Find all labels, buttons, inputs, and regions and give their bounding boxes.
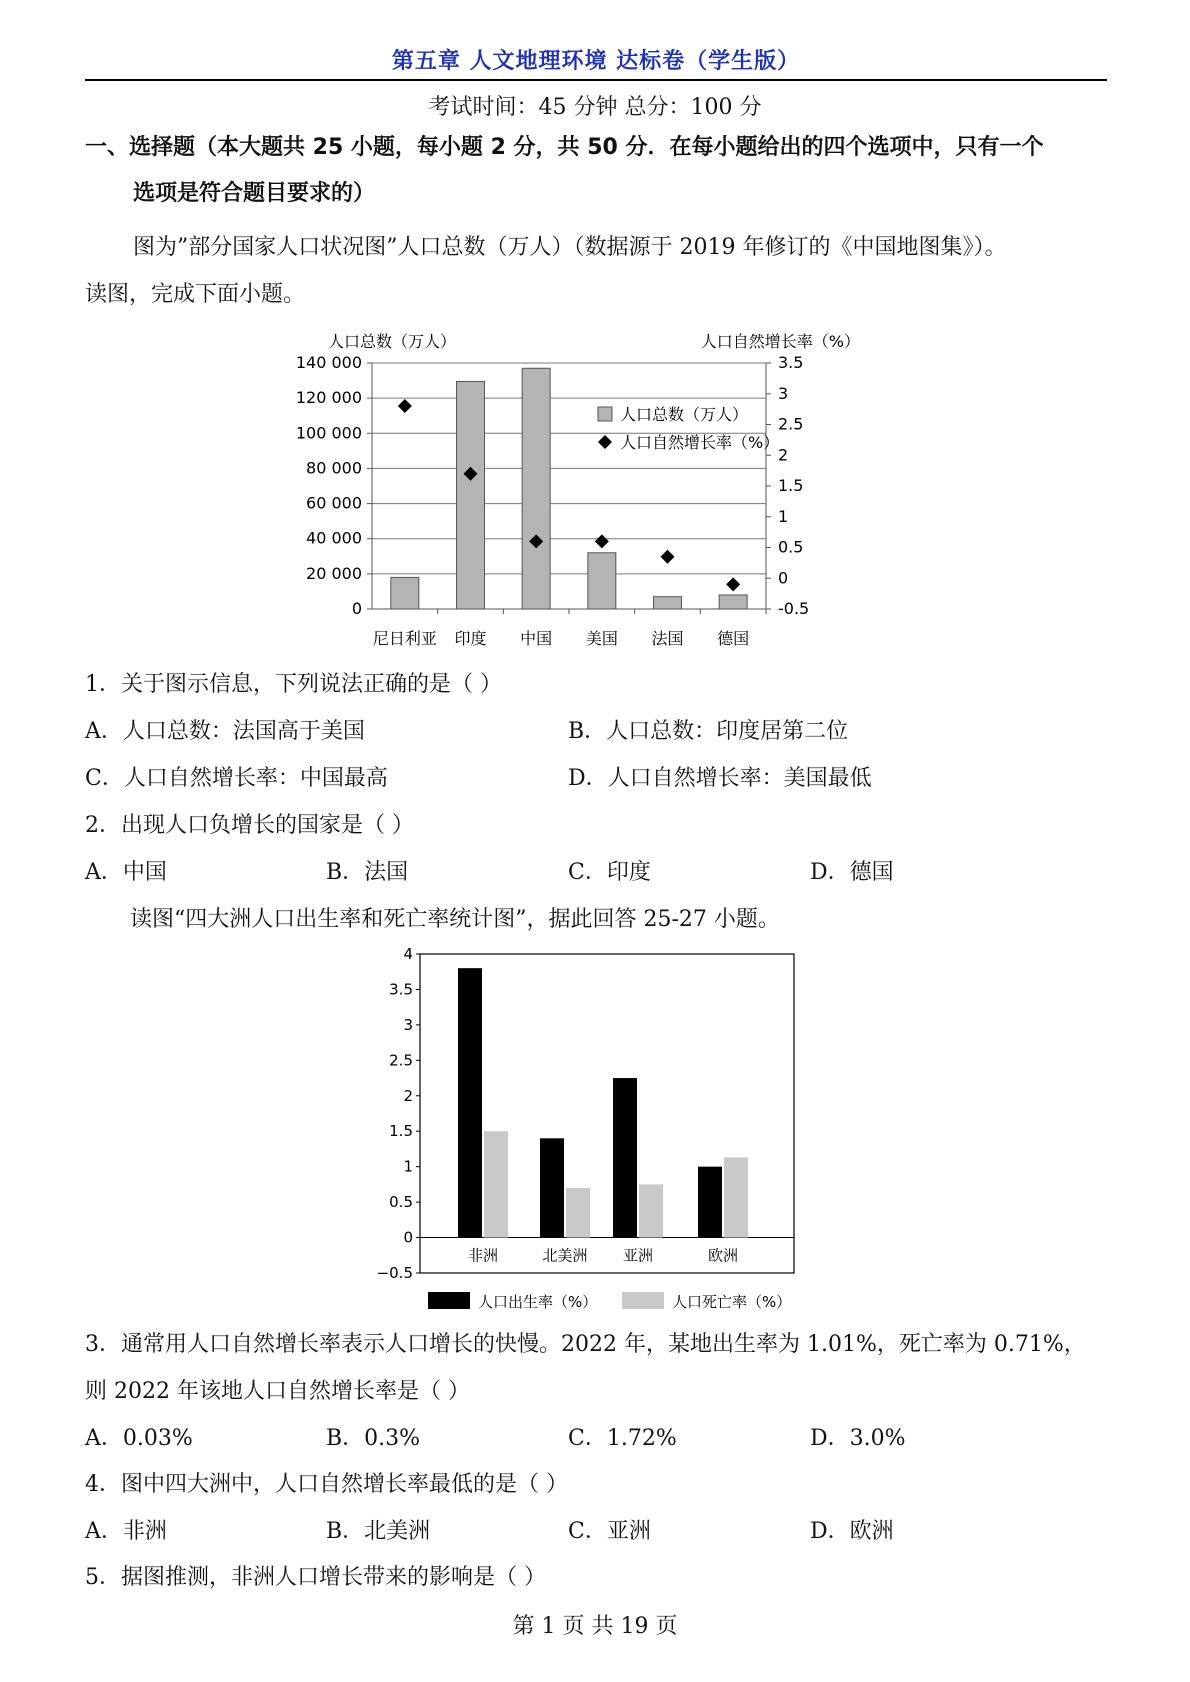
y2-tick-label: 3.5	[778, 353, 804, 372]
y2-tick-label: 0	[778, 568, 789, 588]
exam-info: 考试时间：45 分钟 总分：100 分	[428, 95, 762, 120]
y-tick-label: 120 000	[295, 388, 362, 408]
page-footer: 第 1 页 共 19 页	[512, 1614, 678, 1639]
x-tick-label: 亚洲	[622, 1246, 654, 1265]
q2-option-a[interactable]: A．中国	[85, 860, 167, 885]
bar-death-rate	[724, 1157, 748, 1237]
y-tick-label: 0	[403, 1228, 413, 1247]
intro1-line2: 读图，完成下面小题。	[85, 282, 306, 307]
y-tick-label: 40 000	[306, 528, 362, 548]
q2-option-d[interactable]: D．德国	[810, 860, 894, 885]
q2-option-b[interactable]: B．法国	[326, 860, 409, 885]
legend-label-birth: 人口出生率（%）	[478, 1293, 598, 1311]
point-growth-rate	[726, 577, 740, 591]
x-tick-label: 北美洲	[542, 1246, 588, 1265]
y-tick-label: 0.5	[389, 1193, 413, 1212]
x-tick-label: 印度	[454, 629, 487, 648]
q2-option-c[interactable]: C．印度	[568, 860, 651, 885]
bar-death-rate	[566, 1188, 590, 1238]
bar-death-rate	[484, 1131, 508, 1237]
chart2-legend	[428, 1292, 791, 1311]
q3-option-d[interactable]: D．3.0%	[810, 1426, 906, 1451]
intro1-line1: 图为”部分国家人口状况图”人口总数（万人）（数据源于 2019 年修订的《中国地图集》）。	[133, 235, 1007, 260]
q1-option-b[interactable]: B．人口总数：印度居第二位	[568, 719, 849, 744]
y-axis-label-right: 人口自然增长率（%）	[700, 332, 860, 351]
x-tick-label: 中国	[520, 629, 553, 648]
bar-population	[457, 381, 485, 609]
x-tick-label: 欧洲	[707, 1246, 739, 1265]
y-tick-label: −0.5	[376, 1264, 413, 1282]
q4-option-c[interactable]: C．亚洲	[568, 1519, 651, 1544]
q4-stem: 4．图中四大洲中，人口自然增长率最低的是（ ）	[85, 1472, 568, 1497]
bar-death-rate	[639, 1184, 663, 1237]
x-tick-label: 非洲	[467, 1246, 499, 1265]
q2-stem: 2．出现人口负增长的国家是（ ）	[85, 813, 414, 838]
y-tick-label: 60 000	[306, 493, 362, 513]
legend-label-population: 人口总数（万人）	[620, 405, 749, 424]
continent-birth-death-chart	[376, 945, 810, 1315]
legend-swatch-birth	[428, 1292, 470, 1309]
bar-population	[719, 595, 747, 609]
section-heading-line2: 选项是符合题目要求的）	[133, 181, 376, 206]
y-tick-label: 20 000	[306, 563, 362, 583]
y-tick-label: 1	[403, 1157, 413, 1176]
q3-option-b[interactable]: B．0.3%	[326, 1426, 421, 1451]
bar-population	[391, 577, 419, 609]
y2-tick-label: 2	[778, 445, 789, 465]
bar-birth-rate	[458, 968, 482, 1237]
y-tick-label: 2.5	[389, 1051, 413, 1070]
q1-stem: 1．关于图示信息，下列说法正确的是（ ）	[85, 672, 502, 697]
legend-label-death: 人口死亡率（%）	[672, 1293, 792, 1311]
point-growth-rate	[398, 399, 412, 413]
x-tick-label: 美国	[585, 629, 618, 648]
bar-population	[654, 597, 682, 609]
chart-legend	[598, 405, 779, 452]
y-tick-label: 3.5	[389, 980, 413, 999]
legend-label-growth: 人口自然增长率（%）	[620, 433, 780, 452]
page-header-title: 第五章 人文地理环境 达标卷（学生版）	[391, 49, 801, 74]
y2-tick-label: 1	[778, 506, 789, 526]
section-heading-line1: 一、选择题（本大题共 25 小题，每小题 2 分，共 50 分．在每小题给出的四个选项中，只有一个	[85, 135, 1044, 160]
y-tick-label: 140 000	[295, 353, 362, 372]
y-tick-label: 0	[351, 599, 362, 618]
y-tick-label: 2	[403, 1086, 413, 1105]
x-tick-label: 尼日利亚	[372, 629, 437, 648]
q5-stem: 5．据图推测，非洲人口增长带来的影响是（ ）	[85, 1565, 546, 1590]
y-tick-label: 1.5	[389, 1122, 413, 1141]
point-growth-rate	[595, 534, 609, 548]
q3-option-a[interactable]: A．0.03%	[85, 1426, 193, 1451]
bar-birth-rate	[540, 1138, 564, 1237]
y-tick-label: 3	[403, 1015, 413, 1034]
q3-option-c[interactable]: C．1.72%	[568, 1426, 677, 1451]
q1-option-a[interactable]: A．人口总数：法国高于美国	[85, 719, 365, 744]
y-axis-label-left: 人口总数（万人）	[328, 332, 457, 351]
bar-birth-rate	[698, 1167, 722, 1238]
y2-tick-label: 3	[778, 383, 789, 403]
q1-option-d[interactable]: D．人口自然增长率：美国最低	[568, 766, 872, 791]
intro2: 读图“四大洲人口出生率和死亡率统计图”，据此回答 25-27 小题。	[130, 907, 780, 932]
legend-swatch-death	[622, 1292, 664, 1309]
y2-tick-label: 0.5	[778, 537, 804, 557]
q3-stem-line1: 3．通常用人口自然增长率表示人口增长的快慢。2022 年，某地出生率为 1.01%，死亡率为 0.71%，	[85, 1332, 1086, 1357]
y2-tick-label: 2.5	[778, 414, 804, 434]
header-divider	[85, 79, 1107, 81]
y-tick-label: 80 000	[306, 458, 362, 478]
q1-option-c[interactable]: C．人口自然增长率：中国最高	[85, 766, 388, 791]
bar-population	[522, 368, 550, 609]
q4-option-a[interactable]: A．非洲	[85, 1519, 167, 1544]
q4-option-b[interactable]: B．北美洲	[326, 1519, 431, 1544]
legend-swatch-population	[598, 407, 612, 421]
q3-stem-line2: 则 2022 年该地人口自然增长率是（ ）	[85, 1379, 470, 1404]
x-tick-label: 法国	[651, 629, 684, 648]
point-growth-rate	[661, 550, 675, 564]
q4-option-d[interactable]: D．欧洲	[810, 1519, 894, 1544]
y-tick-label: 100 000	[295, 423, 362, 443]
legend-diamond-growth	[598, 435, 612, 449]
population-chart	[295, 325, 880, 655]
y2-tick-label: 1.5	[778, 476, 804, 495]
x-tick-label: 德国	[717, 629, 750, 648]
bar-population	[588, 553, 616, 609]
y-tick-label: 4	[403, 945, 413, 963]
y2-tick-label: -0.5	[778, 599, 810, 618]
bar-birth-rate	[613, 1078, 637, 1238]
